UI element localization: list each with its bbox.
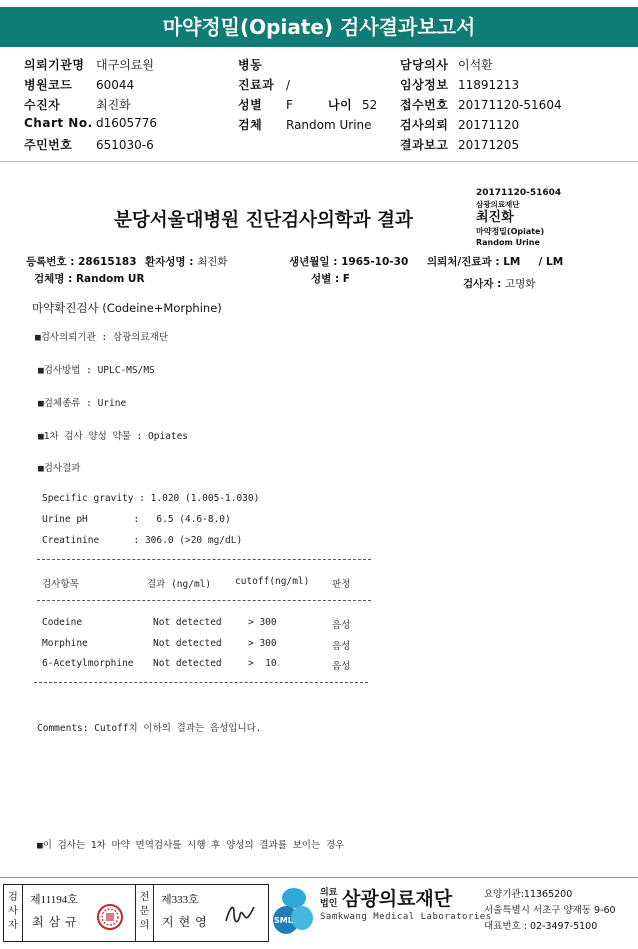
sex-label: 성별 : [311, 273, 340, 285]
info-label: 접수번호 [400, 98, 449, 112]
referral-dept [427, 254, 563, 269]
org-name-english: Samkwang Medical Laboratories [320, 912, 492, 922]
table-header: 결과 (ng/ml) [147, 579, 212, 590]
stamp-test: 마약정밀(Opiate) [476, 227, 545, 236]
patient-sex [311, 271, 350, 286]
approver-label [135, 885, 154, 941]
age-value: 52 [362, 98, 378, 112]
bullet-item: ■검사결과 [38, 463, 81, 474]
org-name: 삼광의료재단 [342, 888, 453, 910]
org-code: 요양기관:11365200 [484, 889, 573, 900]
bullet-item: ■1차 검사 양성 약물 : Opiates [38, 431, 189, 442]
table-header: 검사항목 [42, 579, 79, 590]
stamp-number: 20171120-51604 [476, 188, 562, 198]
info-label: 주민번호 [24, 138, 73, 152]
info-value: / [286, 78, 291, 92]
table-cell: Not detected [153, 638, 222, 649]
info-column-1 [24, 56, 157, 156]
dob-label: 생년월일 : [289, 256, 338, 268]
info-label: 병원코드 [24, 78, 73, 92]
table-cell: Not detected [153, 658, 222, 669]
stamp-name: 최진화 [476, 210, 514, 225]
info-value: F [286, 98, 293, 112]
table-cell: Morphine [42, 638, 88, 649]
info-value: 651030-6 [96, 138, 154, 152]
table-divider [37, 559, 371, 560]
reg-label: 등록번호 : [26, 256, 75, 268]
info-label: 진료과 [238, 78, 275, 92]
info-label: 결과보고 [400, 138, 449, 152]
stamp-specimen: Random Urine [476, 238, 540, 247]
measure-line: Specific gravity : 1.020 (1.005-1.030) [42, 493, 260, 504]
reg-number [26, 254, 137, 269]
info-label: 담당의사 [400, 58, 449, 72]
dept-value: LM [503, 256, 521, 268]
dob-value: 1965-10-30 [341, 256, 409, 268]
table-cell: 음성 [332, 661, 351, 672]
table-divider [37, 600, 371, 601]
birth-date [289, 254, 408, 269]
report-title: 마약정밀(Opiate) 검사결과보고서 [0, 7, 638, 47]
info-value: 20171120 [458, 118, 520, 132]
bullet-item: ■검체종류 : Urine [38, 398, 127, 409]
approver-name: 지 현 영 [162, 915, 208, 929]
info-label: 임상정보 [400, 78, 449, 92]
info-value: Random Urine [286, 118, 372, 132]
signature-box [3, 884, 269, 942]
info-value: 최진화 [96, 98, 131, 112]
info-label: 수진자 [24, 98, 61, 112]
org-phone: 대표번호 : 02-3497-5100 [484, 921, 598, 932]
info-label: 검체 [238, 118, 263, 132]
examiner-value: 고명화 [504, 278, 536, 290]
approver-signature [222, 899, 258, 933]
table-cell: 음성 [332, 641, 351, 652]
dept-separator: / [538, 256, 543, 268]
sex-value: F [342, 273, 350, 285]
tester-license: 제11194호 [30, 894, 78, 906]
dept-value: LM [546, 256, 564, 268]
approver-label-text: 전문의 [139, 892, 150, 931]
specimen-name [34, 271, 145, 286]
approver-license: 제333호 [161, 894, 199, 906]
table-cell: > 300 [248, 638, 277, 649]
tester-label [4, 885, 23, 941]
info-label: 성별 [238, 98, 263, 112]
table-header: 판정 [332, 579, 351, 590]
info-value: 대구의료원 [96, 58, 154, 72]
info-value: 60044 [96, 78, 135, 92]
patient-value: 최진화 [197, 256, 228, 268]
info-value: 11891213 [458, 78, 520, 92]
info-value: 20171205 [458, 138, 520, 152]
table-cell: > 300 [248, 617, 277, 628]
section-title: 마약확진검사 (Codeine+Morphine) [32, 301, 222, 315]
age-label: 나이 [328, 98, 353, 112]
bullet-item: ■검사의뢰기관 : 삼광의료재단 [35, 332, 169, 343]
tester-seal [96, 903, 124, 935]
info-label: 검사의뢰 [400, 118, 449, 132]
patient-label: 환자성명 : [145, 256, 194, 268]
examiner [463, 276, 535, 291]
measure-line: Creatinine : 306.0 (>20 mg/dL) [42, 535, 243, 546]
org-type: 의료법인 [320, 888, 338, 909]
section-divider [0, 161, 638, 162]
dept-label: 의뢰처/진료과 : [427, 256, 500, 268]
bullet-item: ■검사방법 : UPLC-MS/MS [38, 365, 155, 376]
note-text: ■이 검사는 1차 마약 면역검사를 시행 후 양성의 결과를 보이는 경우 [37, 840, 345, 851]
org-contact [484, 887, 616, 935]
info-value: 20171120-51604 [458, 98, 562, 112]
examiner-label: 검사자 : [463, 278, 502, 290]
tester-label-text: 검사자 [8, 892, 18, 931]
table-divider [34, 682, 368, 683]
table-cell: 음성 [332, 620, 351, 631]
table-cell: Codeine [42, 617, 83, 628]
comment-text: Comments: Cutoff치 이하의 결과는 음성입니다. [37, 723, 262, 734]
info-label: Chart No. [24, 116, 93, 130]
org-address: 서울특별시 서초구 양재동 9-60 [484, 905, 616, 916]
stamp-org: 삼광의료재단 [476, 200, 520, 209]
info-value: 이석환 [458, 58, 493, 72]
hospital-title: 분당서울대병원 진단검사의학과 결과 [114, 210, 413, 231]
info-value: d1605776 [96, 116, 158, 130]
table-header: cutoff(ng/ml) [235, 576, 310, 587]
table-cell: Not detected [153, 617, 222, 628]
scanned-report [4, 170, 632, 874]
table-cell: > 10 [248, 658, 277, 669]
info-column-3 [400, 56, 562, 156]
info-label: 의뢰기관명 [24, 58, 85, 72]
table-cell: 6-Acetylmorphine [42, 658, 134, 669]
tester-name: 최 삼 규 [32, 915, 78, 929]
sml-logo-icon [272, 884, 318, 940]
info-label: 병동 [238, 58, 263, 72]
reg-value: 28615183 [78, 256, 137, 268]
logo-text: SML [274, 916, 293, 925]
receipt-stamp [476, 188, 561, 248]
specimen-value: Random UR [75, 273, 145, 285]
info-column-2 [238, 56, 377, 136]
measure-line: Urine pH : 6.5 (4.6-8.0) [42, 514, 231, 525]
footer-divider [0, 877, 638, 878]
specimen-label: 검체명 : [34, 273, 73, 285]
patient-name [145, 254, 228, 269]
